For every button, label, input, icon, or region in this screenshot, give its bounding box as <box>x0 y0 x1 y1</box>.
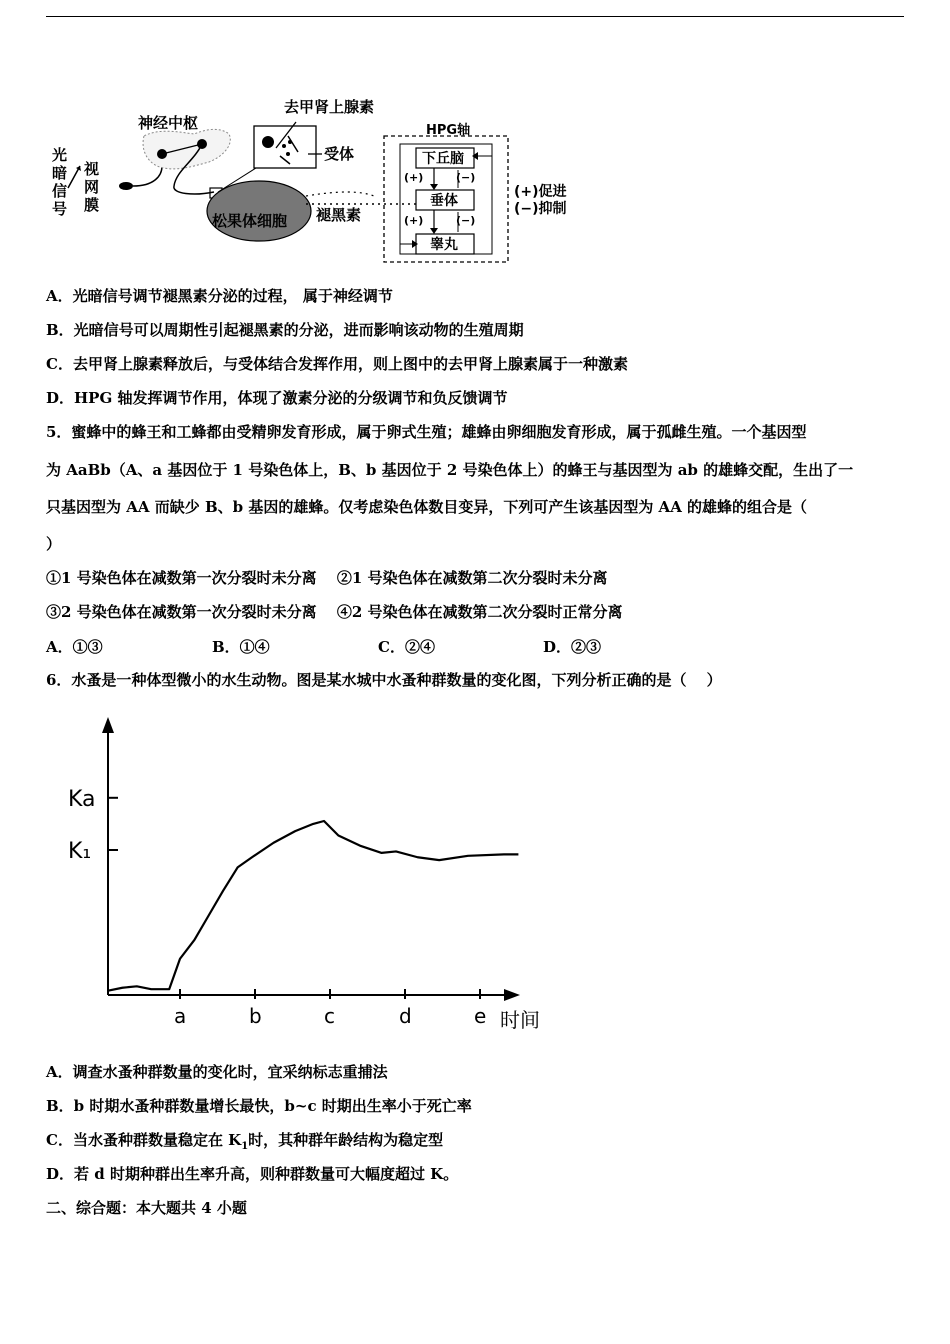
q5-stem-line-4: ） <box>46 535 62 553</box>
q6-option-c-tail: 时，其种群年龄结构为稳定型 <box>248 1131 444 1149</box>
q5-item-line-2: ③2 号染色体在减数第一次分裂时未分离 ④2 号染色体在减数第二次分裂时正常分离 <box>46 603 623 621</box>
testis-label: 睾丸 <box>430 237 458 253</box>
retina-char-1: 视 <box>84 160 100 178</box>
y-axis-arrow <box>102 717 114 733</box>
population-chart <box>60 715 560 1040</box>
pituitary-label: 垂体 <box>430 193 458 209</box>
x-tick-label: a <box>174 1004 187 1028</box>
x-axis-label: 时间 <box>500 1008 540 1032</box>
hpg-axis-label: HPG轴 <box>426 123 471 138</box>
retina-char-2: 网 <box>84 178 100 196</box>
retina-char-3: 膜 <box>84 196 100 214</box>
q5-stem-line-1: 5．蜜蜂中的蜂王和工蜂都由受精卵发育形成，属于卵式生殖；雄蜂由卵细胞发育形成，属于孤雌生殖。一个基因型 <box>46 423 807 441</box>
q5-option-c: C．②④ <box>378 638 435 656</box>
q6-option-a: A．调查水蚤种群数量的变化时，宜采纳标志重捕法 <box>46 1063 388 1081</box>
plus-sign-1: (+) <box>404 171 424 184</box>
q4-option-c: C．去甲肾上腺素释放后，与受体结合发挥作用，则上图中的去甲肾上腺素属于一种激素 <box>46 355 628 373</box>
q4-option-b: B．光暗信号可以周期性引起褪黑素的分泌，进而影响该动物的生殖周期 <box>46 321 524 339</box>
minus-sign-1: (−) <box>456 171 476 184</box>
q5-stem-line-3: 只基因型为 AA 而缺少 B、b 基因的雄蜂。仅考虑染色体数目变异，下列可产生该基因型为 AA 的雄蜂的组合是（ <box>46 498 808 516</box>
light-signal-char-2: 暗 <box>52 164 68 182</box>
hypothalamus-label: 下丘脑 <box>422 151 464 167</box>
y-tick-label: Ka <box>68 786 96 812</box>
population-curve <box>108 821 518 991</box>
legend-promote: (+)促进 <box>514 184 567 200</box>
q6-option-c-sub: 1 <box>241 1141 249 1152</box>
light-signal-char-4: 号 <box>52 200 68 218</box>
light-signal-char-3: 信 <box>52 182 68 200</box>
x-axis-arrow <box>504 989 520 1001</box>
x-tick-label: b <box>249 1004 262 1028</box>
section-2-heading: 二、综合题：本大题共 4 小题 <box>46 1199 247 1217</box>
q6-option-c-text: C．当水蚤种群数量稳定在 K <box>46 1131 242 1149</box>
q4-option-d: D．HPG 轴发挥调节作用，体现了激素分泌的分级调节和负反馈调节 <box>46 389 508 407</box>
melatonin-label: 褪黑素 <box>316 206 362 224</box>
q5-stem-line-2: 为 AaBb（A、a 基因位于 1 号染色体上，B、b 基因位于 2 号染色体上）的蜂王与基因型为 ab 的雄蜂交配，生出了一 <box>46 461 854 479</box>
y-tick-label: K₁ <box>68 839 92 864</box>
q6-option-c <box>46 1130 443 1157</box>
plus-sign-2: (+) <box>404 214 424 227</box>
pineal-hpg-diagram <box>44 96 584 266</box>
x-tick-label: c <box>324 1004 335 1028</box>
x-tick-label: d <box>399 1004 412 1028</box>
light-signal-char-1: 光 <box>52 146 68 164</box>
nerve-center-label: 神经中枢 <box>138 114 199 132</box>
q5-option-d: D．②③ <box>543 638 602 656</box>
legend-inhibit: (−)抑制 <box>514 201 567 217</box>
receptor-label: 受体 <box>324 145 355 163</box>
minus-sign-2: (−) <box>456 214 476 227</box>
q5-item-line-1: ①1 号染色体在减数第一次分裂时未分离 ②1 号染色体在减数第二次分裂时未分离 <box>46 569 608 587</box>
q4-option-a: A．光暗信号调节褪黑素分泌的过程， 属于神经调节 <box>46 287 393 305</box>
header-rule <box>46 16 904 17</box>
x-tick-label: e <box>474 1004 487 1028</box>
q5-option-a: A．①③ <box>46 638 103 656</box>
q6-stem: 6．水蚤是一种体型微小的水生动物。图是某水城中水蚤种群数量的变化图，下列分析正确的是（ ） <box>46 671 722 689</box>
q6-option-b: B．b 时期水蚤种群数量增长最快，b~c 时期出生率小于死亡率 <box>46 1097 472 1115</box>
q6-option-d: D．若 d 时期种群出生率升高，则种群数量可大幅度超过 K。 <box>46 1165 459 1183</box>
pineal-cell-label: 松果体细胞 <box>212 212 288 230</box>
norepinephrine-label: 去甲肾上腺素 <box>284 98 375 116</box>
q5-option-b: B．①④ <box>212 638 270 656</box>
